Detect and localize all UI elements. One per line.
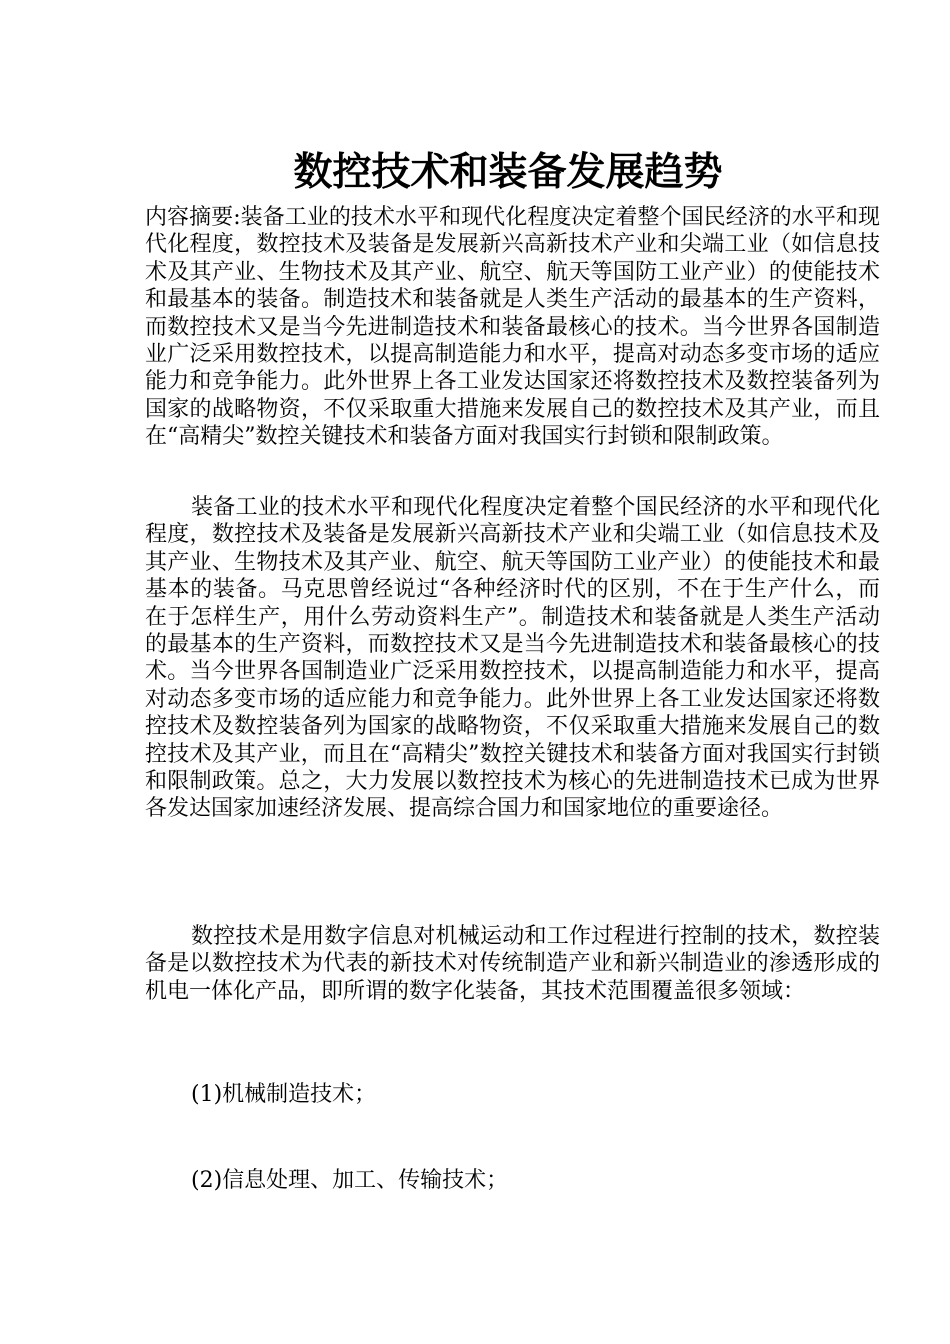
list-item: (2)信息处理、加工、传输技术； — [191, 1168, 509, 1193]
body-paragraph: 数控技术是用数字信息对机械运动和工作过程进行控制的技术，数控装备是以数控技术为代表的新技术对传统制造产业和新兴制造业的渗透形成的机电一体化产品，即所谓的数字化装备，其技术范围覆盖很多领域： — [145, 924, 880, 1004]
abstract-paragraph: 内容摘要:装备工业的技术水平和现代化程度决定着整个国民经济的水平和现代化程度，数控技术及装备是发展新兴高新技术产业和尖端工业（如信息技术及其产业、生物技术及其产业、航空、航天等国防工业产业）的使能技术和最基本的装备。制造技术和装备就是人类生产活动的最基本的生产资料，而数控技术又是当今先进制造技术和装备最核心的技术。当今世界各国制造业广泛采用数控技术，以提高制造能力和水平，提高对动态多变市场的适应能力和竞争能力。此外世界上各工业发达国家还将数控技术及数控装备列为国家的战略物资，不仅采取重大措施来发展自己的数控技术及其产业，而且在“高精尖”数控关键技术和装备方面对我国实行封锁和限制政策。 — [145, 205, 880, 450]
list-item: (1)机械制造技术； — [191, 1082, 377, 1107]
document-title: 数控技术和装备发展趋势 — [293, 150, 723, 195]
body-paragraph: 装备工业的技术水平和现代化程度决定着整个国民经济的水平和现代化程度，数控技术及装备是发展新兴高新技术产业和尖端工业（如信息技术及其产业、生物技术及其产业、航空、航天等国防工业产业）的使能技术和最基本的装备。马克思曾经说过“各种经济时代的区别，不在于生产什么，而在于怎样生产，用什么劳动资料生产”。制造技术和装备就是人类生产活动的最基本的生产资料，而数控技术又是当今先进制造技术和装备最核心的技术。当今世界各国制造业广泛采用数控技术，以提高制造能力和水平，提高对动态多变市场的适应能力和竞争能力。此外世界上各工业发达国家还将数控技术及数控装备列为国家的战略物资，不仅采取重大措施来发展自己的数控技术及其产业，而且在“高精尖”数控关键技术和装备方面对我国实行封锁和限制政策。总之，大力发展以数控技术为核心的先进制造技术已成为世界各发达国家加速经济发展、提高综合国力和国家地位的重要途径。 — [145, 495, 880, 822]
